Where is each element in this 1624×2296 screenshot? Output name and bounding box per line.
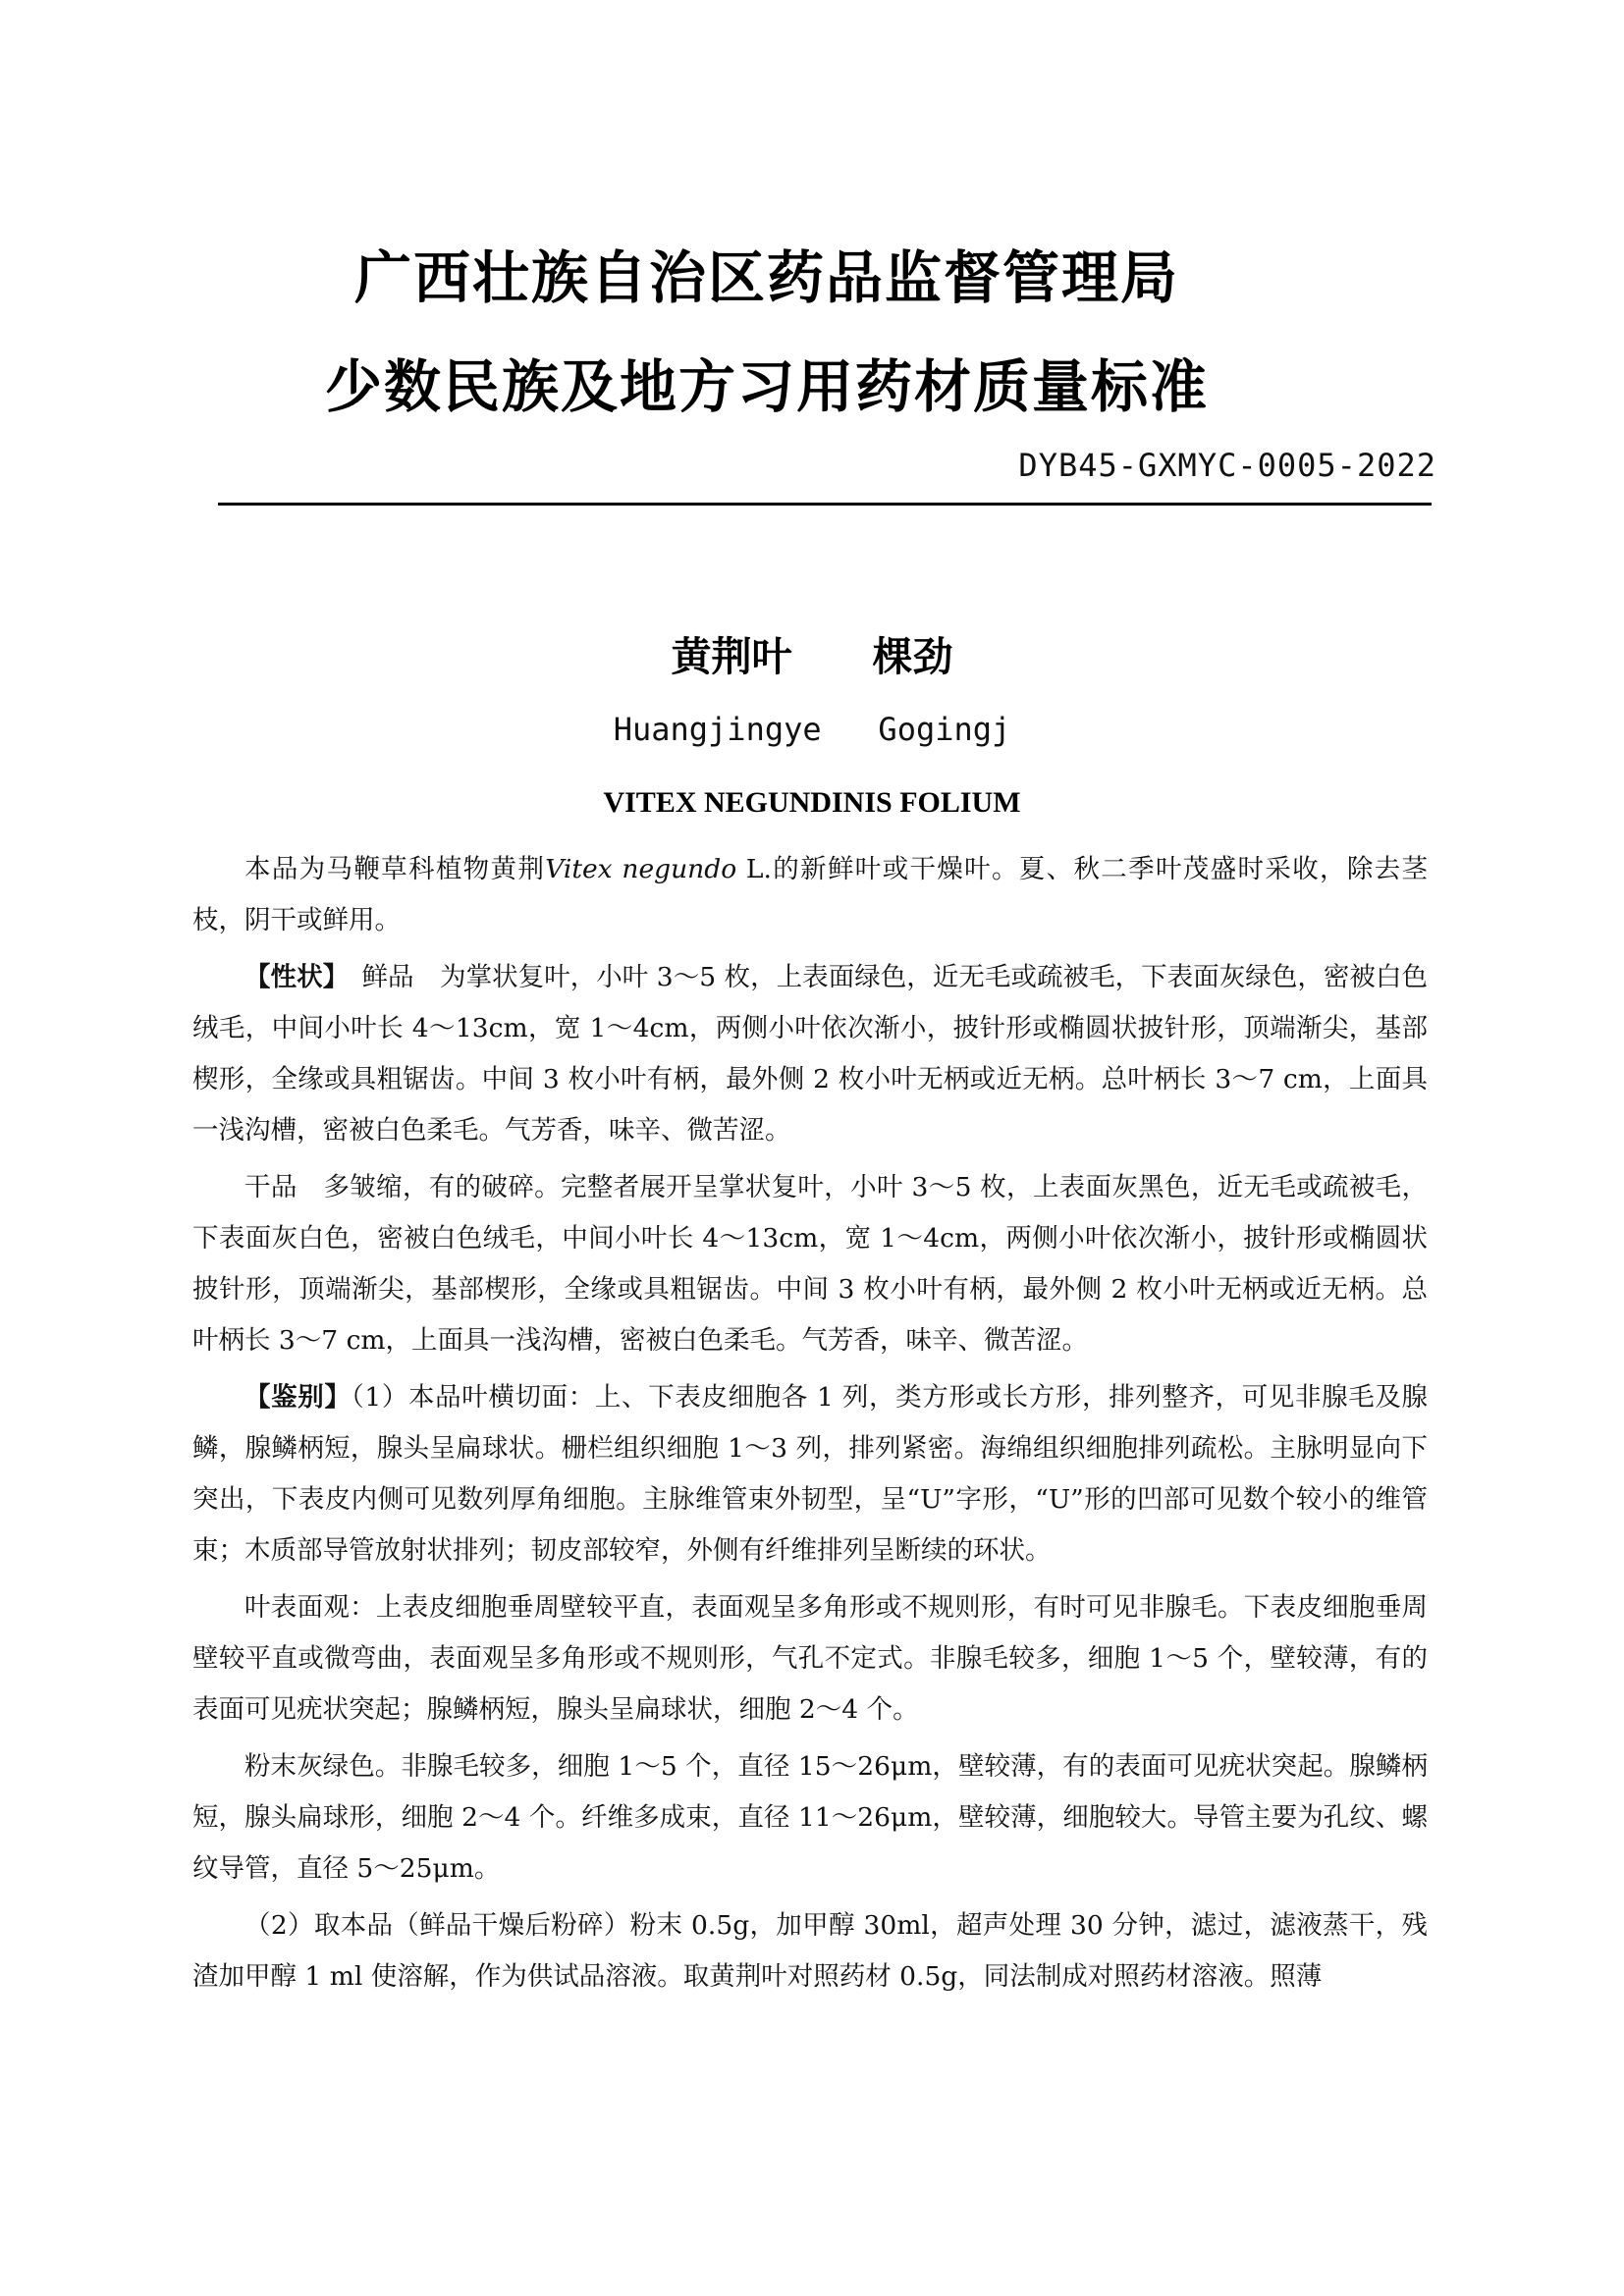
header-divider <box>218 503 1432 506</box>
powder-text: 粉末灰绿色。非腺毛较多，细胞 1～5 个，直径 15～26μm，壁较薄，有的表面可见疣状突起。腺鳞柄短，腺头扁球形，细胞 2～4 个。纤维多成束，直径 11～26μm，壁较薄，细胞较大。导管主要为孔纹、螺纹导管，直径 5～25μm。 <box>192 1751 1428 1884</box>
characters-fresh-text: 鲜品 为掌状复叶，小叶 3～5 枚，上表面绿色，近无毛或疏被毛，下表面灰绿色，密被白色绒毛，中间小叶长 4～13cm，宽 1～4cm，两侧小叶依次渐小，披针形或椭圆状披针形，顶端渐尖，基部楔形，全缘或具粗锯齿。中间 3 枚小叶有柄，最外侧 2 枚小叶无柄或近无柄。总叶柄长 3～7 cm，上面具一浅沟槽，密被白色柔毛。气芳香，味辛、微苦涩。 <box>192 962 1428 1146</box>
species-latin-name: Vitex negundo <box>545 854 737 884</box>
intro-paragraph <box>192 844 1428 946</box>
identification-item2-paragraph <box>192 1900 1428 2002</box>
intro-text-2: L.的新鲜叶或干燥叶。夏、秋二季叶茂盛时采收，除去茎枝，阴干或鲜用。 <box>192 854 1428 935</box>
drug-name-pinyin: Huangjingye Gogingj <box>613 711 1011 748</box>
characters-dried-paragraph <box>192 1162 1428 1366</box>
header-title-line-2: 少数民族及地方习用药材质量标准 <box>324 353 1209 420</box>
identification-item1-paragraph <box>192 1372 1428 1576</box>
identification-item2-text: （2）取本品（鲜品干燥后粉碎）粉末 0.5g，加甲醇 30ml，超声处理 30 分钟，滤过，滤液蒸干，残渣加甲醇 1 ml 使溶解，作为供试品溶液。取黄荆叶对照药材 0.5g，同法制成对照药材溶液。照薄 <box>192 1910 1428 1992</box>
leaf-surface-paragraph <box>192 1582 1428 1735</box>
characters-dried-text: 干品 多皱缩，有的破碎。完整者展开呈掌状复叶，小叶 3～5 枚，上表面灰黑色，近无毛或疏被毛，下表面灰白色，密被白色绒毛，中间小叶长 4～13cm，宽 1～4cm，两侧小叶依次渐小，披针形或椭圆状披针形，顶端渐尖，基部楔形，全缘或具粗锯齿。中间 3 枚小叶有柄，最外侧 2 枚小叶无柄或近无柄。总叶柄长 3～7 cm，上面具一浅沟槽，密被白色柔毛。气芳香，味辛、微苦涩。 <box>192 1172 1428 1356</box>
document-code: DYB45-GXMYC-0005-2022 <box>1018 447 1436 484</box>
drug-name-chinese: 黄荆叶 棵劲 <box>671 633 953 680</box>
header-title-line-1: 广西壮族自治区药品监督管理局 <box>353 244 1179 311</box>
powder-paragraph <box>192 1741 1428 1895</box>
intro-text-1: 本品为马鞭草科植物黄荆 <box>244 854 546 884</box>
identification-label: 【鉴别】 <box>244 1382 352 1413</box>
drug-name-latin: VITEX NEGUNDINIS FOLIUM <box>603 786 1021 819</box>
characters-fresh-paragraph <box>192 952 1428 1156</box>
leaf-surface-text: 叶表面观：上表皮细胞垂周壁较平直，表面观呈多角形或不规则形，有时可见非腺毛。下表皮细胞垂周壁较平直或微弯曲，表面观呈多角形或不规则形，气孔不定式。非腺毛较多，细胞 1～5 个，壁较薄，有的表面可见疣状突起；腺鳞柄短，腺头呈扁球状，细胞 2～4 个。 <box>192 1592 1428 1725</box>
document-body <box>192 844 1428 2008</box>
characters-label: 【性状】 <box>244 962 336 992</box>
identification-item1-text: （1）本品叶横切面：上、下表皮细胞各 1 列，类方形或长方形，排列整齐，可见非腺毛及腺鳞，腺鳞柄短，腺头呈扁球状。栅栏组织细胞 1～3 列，排列紧密。海绵组织细胞排列疏松。主脉明显向下突出，下表皮内侧可见数列厚角细胞。主脉维管束外韧型，呈“U”字形，“U”形的凹部可见数个较小的维管束；木质部导管放射状排列；韧皮部较窄，外侧有纤维排列呈断续的环状。 <box>192 1382 1429 1566</box>
